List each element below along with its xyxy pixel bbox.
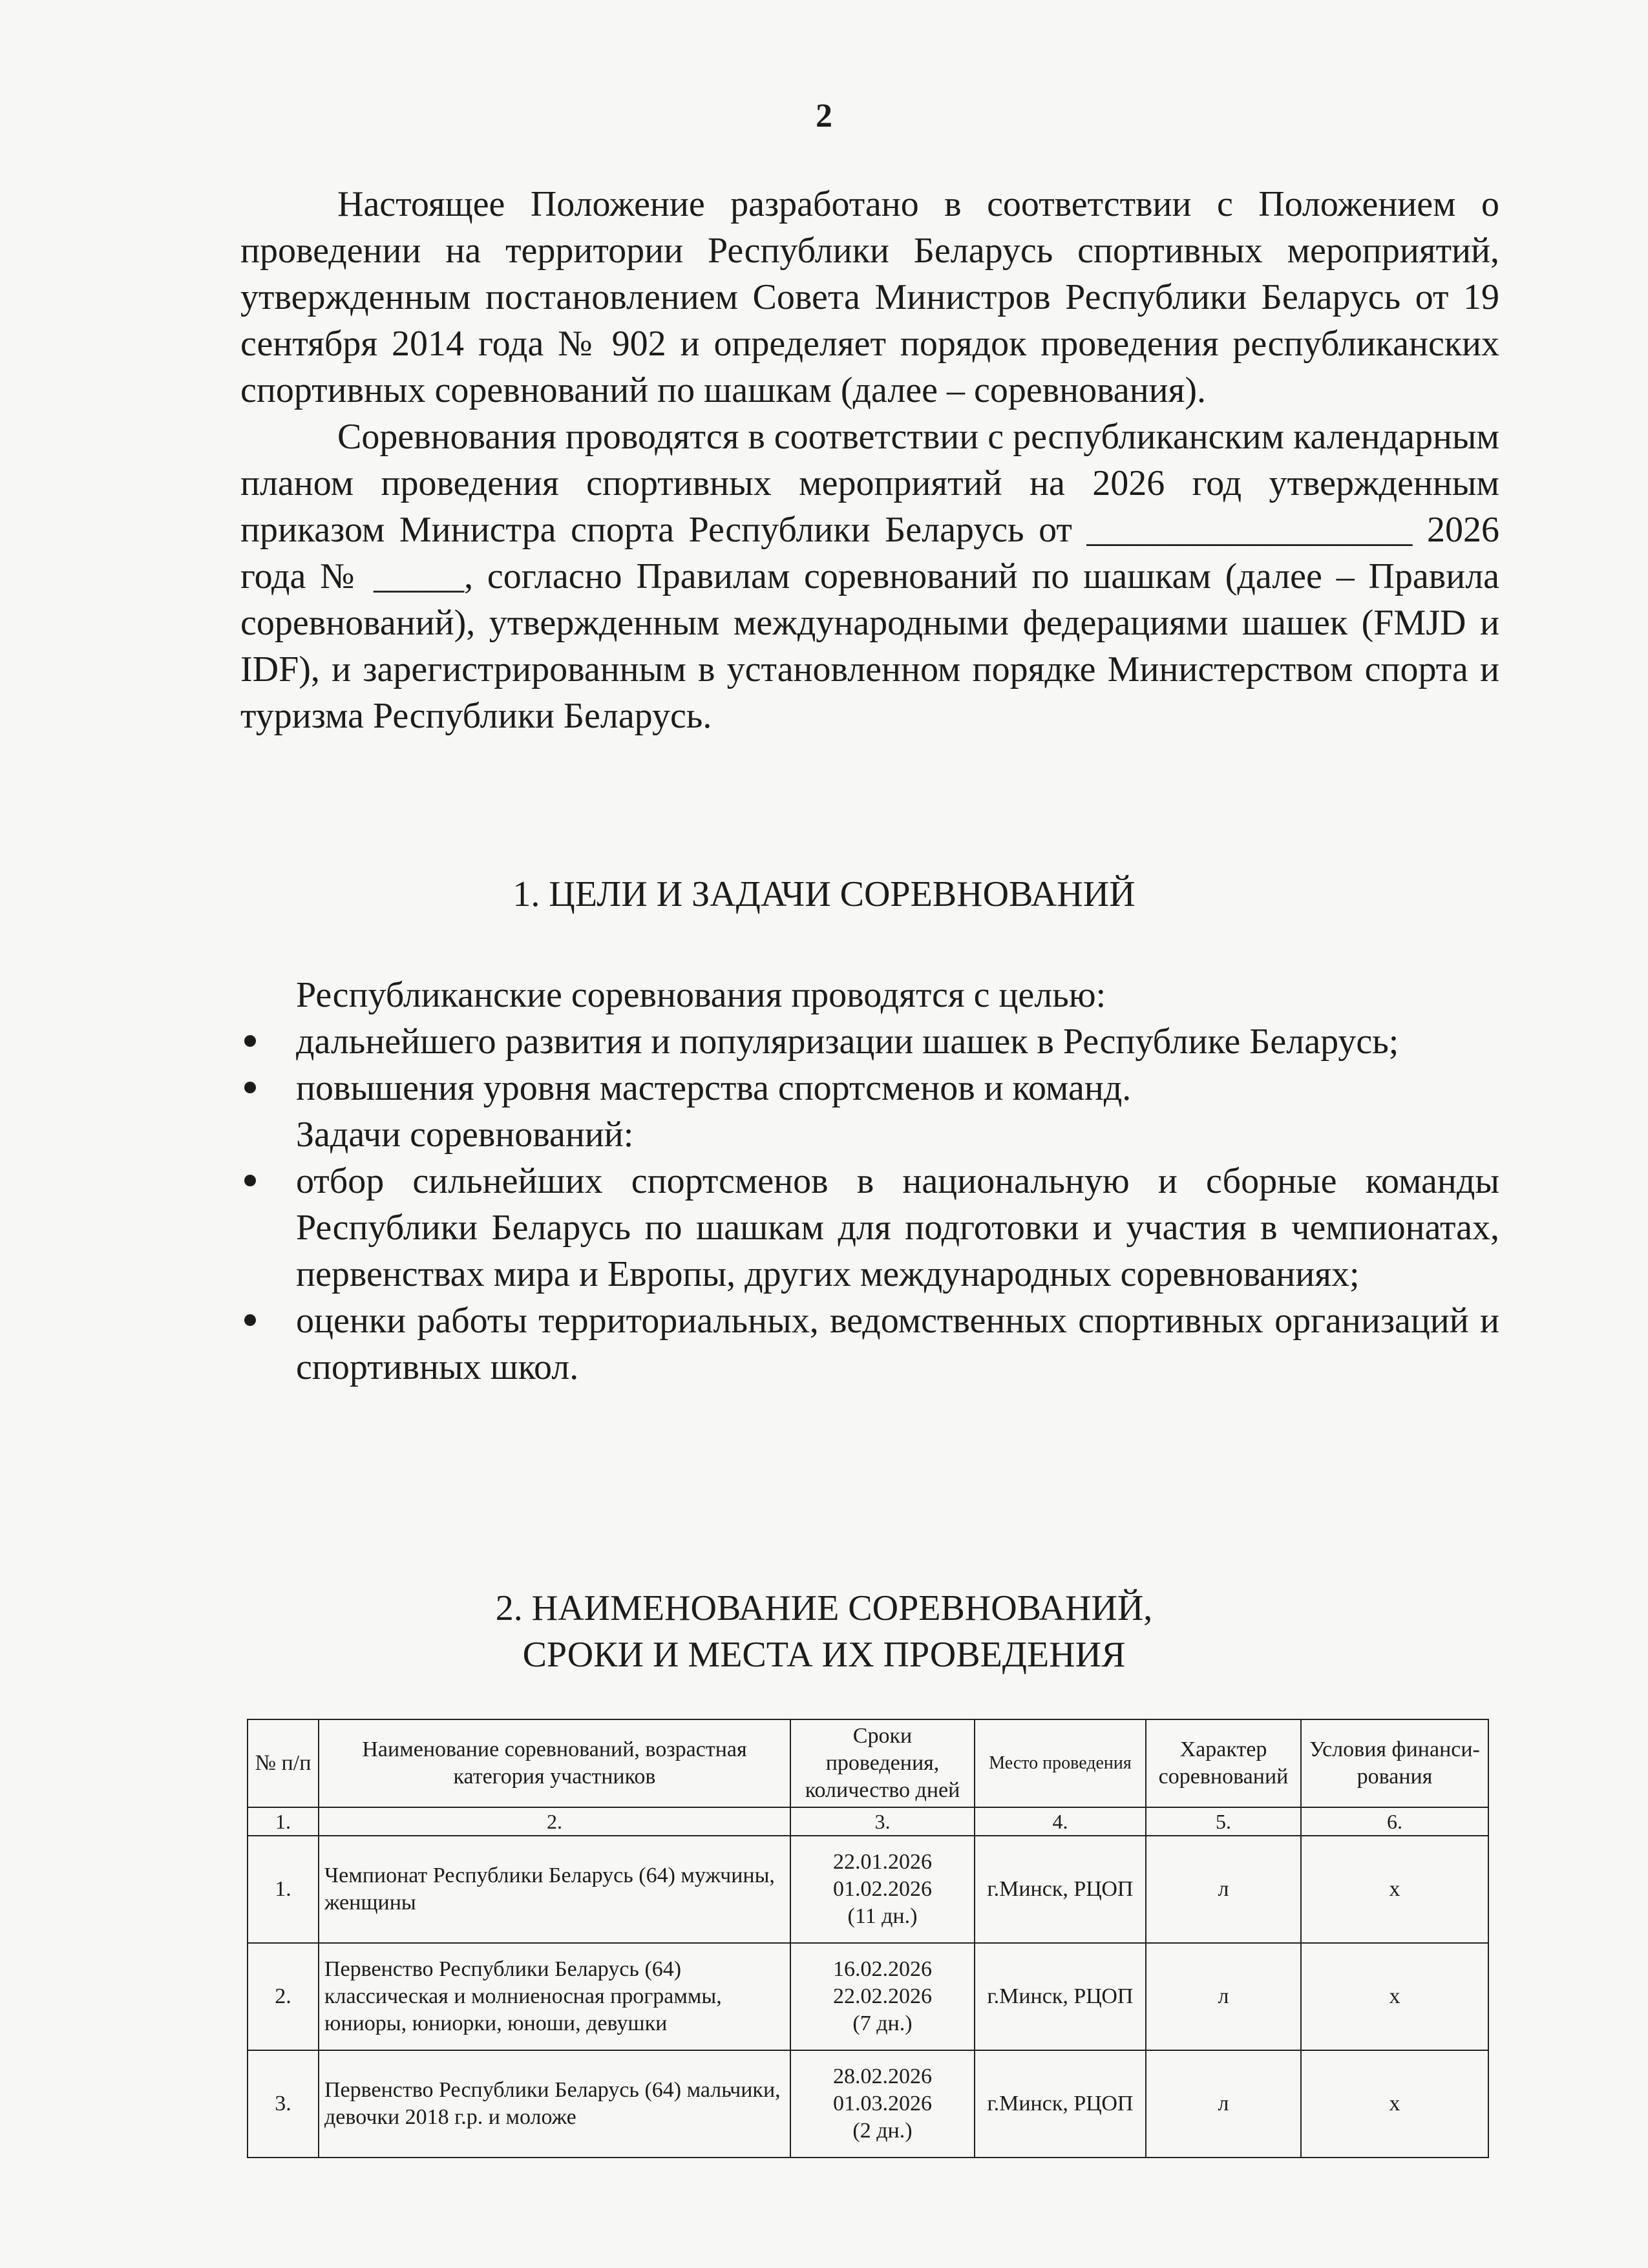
section-2-heading-line-2: СРОКИ И МЕСТА ИХ ПРОВЕДЕНИЯ (522, 1635, 1126, 1675)
bullet-icon (244, 1082, 256, 1093)
bullet-icon (244, 1314, 256, 1326)
row-date-start: 22.01.2026 (833, 1850, 932, 1874)
section-1-heading: 1. ЦЕЛИ И ЗАДАЧИ СОРЕВНОВАНИЙ (512, 874, 1136, 914)
row-num: 1. (248, 1836, 319, 1943)
row-days: (7 дн.) (852, 2011, 913, 2035)
row-days: (2 дн.) (852, 2119, 913, 2143)
intro-paragraph-2: Соревнования проводятся в соответствии с республиканским календарным планом проведения спортивных мероприятий на 2026 год утвержденным приказом Министра спорта Республики Беларусь от __________________ 2026 года № _____, согласно Правилам соревнований по шашкам (далее – Правила соревнований), утвержденным международными федерациями шашек (FMJD и IDF), и зарегистрированным в установленном порядке Министерством спорта и туризма Республики Беларусь. (240, 417, 1499, 736)
page-number: 2 (816, 98, 832, 134)
row-place: г.Минск, РЦОП (975, 1943, 1146, 2050)
goal-text: дальнейшего развития и популяризации шашек в Республике Беларусь; (296, 1022, 1399, 1062)
column-number: 5. (1146, 1807, 1301, 1836)
task-text: отбор сильнейших спортсменов в национальную и сборные команды Республики Беларусь по шашкам для подготовки и участия в чемпионатах, первенствах мира и Европы, других международных соревнованиях; (296, 1161, 1499, 1294)
column-number: 3. (790, 1807, 975, 1836)
task-item (240, 1158, 1499, 1297)
row-days: (11 дн.) (847, 1904, 918, 1928)
row-place: г.Минск, РЦОП (975, 2050, 1146, 2158)
tasks-lead: Задачи соревнований: (296, 1115, 634, 1155)
goals-list (240, 1018, 1499, 1111)
row-place: г.Минск, РЦОП (975, 1836, 1146, 1943)
competitions-table (247, 1719, 1489, 2158)
row-dates (790, 2050, 975, 2158)
header-character: Характер соревнований (1146, 1719, 1301, 1807)
column-number: 4. (975, 1807, 1146, 1836)
row-dates (790, 1943, 975, 2050)
goal-item (240, 1018, 1499, 1065)
row-funding: х (1301, 1943, 1488, 2050)
row-name: Первенство Республики Беларусь (64) классическая и молниеносная программы, юниоры, юниорки, юноши, девушки (319, 1943, 790, 2050)
header-num: № п/п (248, 1719, 319, 1807)
goals-tasks-section (240, 972, 1499, 1391)
row-date-end: 01.03.2026 (833, 2092, 932, 2116)
column-number: 2. (319, 1807, 790, 1836)
row-date-end: 22.02.2026 (833, 1984, 932, 2008)
row-name: Чемпионат Республики Беларусь (64) мужчины, женщины (319, 1836, 790, 1943)
bullet-icon (244, 1175, 256, 1186)
task-item (240, 1297, 1499, 1391)
section-2-heading (0, 1585, 1648, 1678)
column-number-row (248, 1807, 1488, 1836)
row-funding: х (1301, 1836, 1488, 1943)
goal-text: повышения уровня мастерства спортсменов и команд. (296, 1068, 1132, 1108)
row-date-end: 01.02.2026 (833, 1877, 932, 1901)
task-text: оценки работы территориальных, ведомственных спортивных организаций и спортивных школ. (296, 1301, 1499, 1387)
row-num: 3. (248, 2050, 319, 2158)
row-character: л (1146, 2050, 1301, 2158)
header-funding: Условия финанси-рования (1301, 1719, 1488, 1807)
row-dates (790, 1836, 975, 1943)
header-place: Место проведения (975, 1719, 1146, 1807)
column-number: 6. (1301, 1807, 1488, 1836)
table-row (248, 1943, 1488, 2050)
tasks-list (240, 1158, 1499, 1391)
header-dates: Сроки проведения, количество дней (790, 1719, 975, 1807)
section-2-heading-line-1: 2. НАИМЕНОВАНИЕ СОРЕВНОВАНИЙ, (495, 1588, 1153, 1628)
goal-item (240, 1065, 1499, 1111)
goals-lead: Республиканские соревнования проводятся с целью: (296, 975, 1106, 1015)
row-funding: х (1301, 2050, 1488, 2158)
row-num: 2. (248, 1943, 319, 2050)
intro-section (240, 181, 1499, 739)
column-number: 1. (248, 1807, 319, 1836)
bullet-icon (244, 1035, 256, 1047)
row-character: л (1146, 1943, 1301, 2050)
row-date-start: 16.02.2026 (833, 1957, 932, 1981)
row-date-start: 28.02.2026 (833, 2064, 932, 2088)
intro-paragraph-1: Настоящее Положение разработано в соответствии с Положением о проведении на территории Республики Беларусь спортивных мероприятий, утвержденным постановлением Совета Министров Республики Беларусь от 19 сентября 2014 года № 902 и определяет порядок проведения республиканских спортивных соревнований по шашкам (далее – соревнования). (240, 184, 1499, 410)
row-name: Первенство Республики Беларусь (64) мальчики, девочки 2018 г.р. и моложе (319, 2050, 790, 2158)
table-row (248, 1836, 1488, 1943)
row-character: л (1146, 1836, 1301, 1943)
table-row (248, 2050, 1488, 2158)
table-header-row (248, 1719, 1488, 1807)
header-name: Наименование соревнований, возрастная категория участников (319, 1719, 790, 1807)
